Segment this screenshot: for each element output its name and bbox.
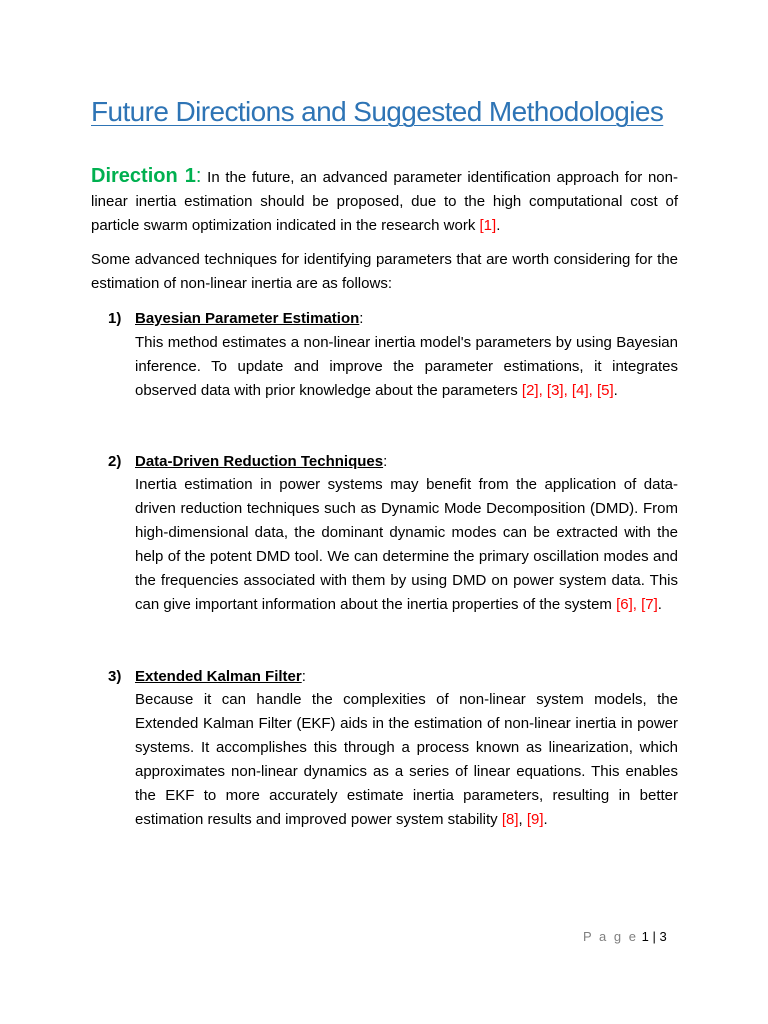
list-item-colon: : bbox=[383, 453, 388, 470]
list-item-period: . bbox=[657, 596, 662, 613]
list-item-period: . bbox=[543, 811, 548, 828]
list-item-body-1 bbox=[135, 331, 678, 403]
list-item-body-2 bbox=[135, 473, 678, 617]
list-item-number: 3) bbox=[108, 668, 122, 685]
list-item-title: Extended Kalman Filter bbox=[135, 668, 302, 685]
list-item-period: . bbox=[613, 382, 618, 399]
list-item-text: Because it can handle the complexities of non-linear system models, the Extended Kalman Filter (EKF) aids in the estimation of non-linear inertia in power systems. It accomplishes this through a process known as linearization, which approximates non-linear dynamics as a series of linear equations. This enables the EKF to more accurately estimate inertia parameters, resulting in better estimation results and improved power system stability bbox=[135, 691, 678, 828]
direction-label: Direction 1 bbox=[91, 165, 196, 187]
citation-separator: , bbox=[518, 811, 527, 828]
direction-text: In the future, an advanced parameter identification approach for non-linear inertia estimation should be proposed, due to the high computational cost of particle swarm optimization indicated in the research work bbox=[91, 169, 678, 234]
citation-ref: [8] bbox=[501, 811, 519, 828]
intro-paragraph: Some advanced techniques for identifying parameters that are worth considering for the estimation of non-linear inertia are as follows: bbox=[91, 251, 678, 292]
citation-ref: [2], [3], [4], [5] bbox=[521, 382, 614, 399]
page-title: Future Directions and Suggested Methodologies bbox=[91, 96, 664, 127]
list-item-text: This method estimates a non-linear inertia model's parameters by using Bayesian inference. To update and improve the parameter estimations, it integrates observed data with prior knowledge about the parameters bbox=[135, 334, 678, 399]
footer-page-total: 3 bbox=[659, 929, 667, 944]
list-item-title: Bayesian Parameter Estimation bbox=[135, 310, 360, 327]
list-item-title: Data-Driven Reduction Techniques bbox=[135, 453, 384, 470]
citation-ref: [1] bbox=[479, 217, 497, 234]
page-footer bbox=[583, 929, 667, 944]
direction-period: . bbox=[496, 217, 501, 234]
list-item-heading-2 bbox=[108, 450, 387, 474]
list-item-text: Inertia estimation in power systems may benefit from the application of data-driven reduction techniques such as Dynamic Mode Decomposition (DMD). From high-dimensional data, the dominant dynamic modes can be extracted with the help of the potent DMD tool. We can determine the primary oscillation modes and the frequencies associated with them by using DMD on power system data. This can give important information about the inertia properties of the system bbox=[135, 476, 678, 613]
list-item-colon: : bbox=[301, 668, 306, 685]
footer-page-number: 1 bbox=[641, 929, 649, 944]
list-item-colon: : bbox=[359, 310, 364, 327]
list-item-number: 2) bbox=[108, 453, 122, 470]
list-item-heading-3 bbox=[108, 665, 306, 689]
list-item-number: 1) bbox=[108, 310, 122, 327]
citation-ref: [9] bbox=[526, 811, 544, 828]
footer-separator: | bbox=[652, 929, 656, 944]
footer-page-label: P a g e bbox=[583, 929, 638, 944]
list-item-heading-1 bbox=[108, 307, 363, 331]
citation-ref: [6], [7] bbox=[616, 596, 658, 613]
list-item-body-3 bbox=[135, 688, 678, 832]
direction-colon: : bbox=[195, 165, 202, 187]
direction-paragraph bbox=[91, 164, 678, 238]
